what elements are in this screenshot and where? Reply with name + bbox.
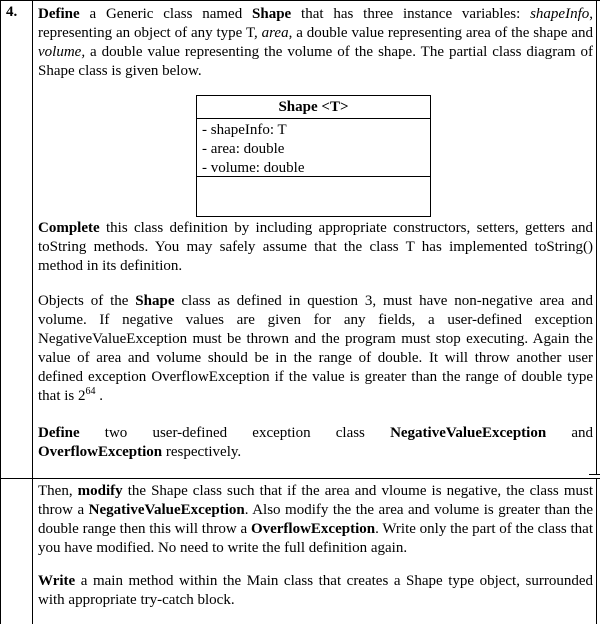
intro-text-2: that has three instance variables: xyxy=(291,6,531,22)
table-row-divider xyxy=(0,478,600,479)
table-right-border-lower xyxy=(596,478,597,624)
attribute-area: - area: double xyxy=(202,141,285,157)
negative-value-exception-term: NegativeValueException xyxy=(390,425,547,441)
overflow-exception-term: OverflowException xyxy=(38,444,163,460)
define-two-text-2: and xyxy=(546,425,593,441)
objects-text-3: . xyxy=(95,388,103,404)
table-column-divider xyxy=(32,0,33,624)
intro-paragraph xyxy=(38,5,593,81)
modify-text-4: . Write only the part of the class that you have modified. No need to write the full definition again. xyxy=(38,521,594,556)
exponent: 64 xyxy=(85,386,96,397)
complete-paragraph xyxy=(38,219,593,276)
define-keyword: Define xyxy=(38,6,80,22)
intro-text-1: a Generic class named xyxy=(79,6,253,22)
intro-text-5: a double value representing the volume of the shape. The partial class diagram of Shape class is given below. xyxy=(38,44,593,79)
modify-paragraph xyxy=(38,482,593,558)
attribute-shapeinfo: - shapeInfo: T xyxy=(202,122,287,138)
negative-value-exception-term-2: NegativeValueException xyxy=(88,502,245,518)
intro-text-4: , a double value representing area of the shape and xyxy=(288,25,593,41)
objects-text-2: class as defined in question 3, must have non-negative area and volume. If negative values are given for any fields, a user-defined exception NegativeValueException must be thrown and the program must stop executing. Again the value of area and volume should be in the range of double. It will throw another user defined exception OverflowException if the value is greater than the range of double type that is 2 xyxy=(38,293,594,404)
complete-text: this class definition by including appropriate constructors, setters, getters and toString methods. You may safely assume that the class T has implemented toString() method in its definition. xyxy=(38,220,593,274)
modify-keyword: modify xyxy=(77,483,123,499)
table-row-divider-right xyxy=(589,474,600,475)
question-number: 4. xyxy=(6,4,18,20)
modify-text-3: . Also modify the the area and volume is greater than the double range then this will throw a xyxy=(38,502,593,537)
write-keyword: Write xyxy=(38,573,76,589)
table-right-border xyxy=(596,0,597,474)
intro-text-3: , representing an object of any type T, xyxy=(38,6,593,41)
objects-text-1: Objects of the xyxy=(38,293,136,309)
define-two-text-1: two user-defined exception class xyxy=(79,425,391,441)
write-paragraph xyxy=(38,572,593,610)
class-diagram xyxy=(196,95,431,217)
class-diagram-attributes xyxy=(197,119,430,177)
write-text: a main method within the Main class that creates a Shape type object, surrounded with appropriate try-catch block. xyxy=(38,573,593,608)
shapeinfo-term: shapeInfo xyxy=(530,6,590,22)
overflow-exception-term-2: OverflowException xyxy=(250,521,376,537)
table-top-border xyxy=(0,0,600,1)
objects-paragraph xyxy=(38,292,593,406)
shape-keyword-2: Shape xyxy=(135,293,175,309)
modify-text-1: Then, xyxy=(38,483,78,499)
volume-term: volume, xyxy=(38,44,86,60)
table-left-border xyxy=(0,0,1,624)
shape-keyword: Shape xyxy=(252,6,292,22)
complete-keyword: Complete xyxy=(38,220,100,236)
define-exceptions-line xyxy=(38,424,593,443)
modify-text-2: the Shape class such that if the area and vloume is negative, the class must throw a xyxy=(38,483,594,518)
class-diagram-title: Shape <T> xyxy=(197,96,430,119)
attribute-volume: - volume: double xyxy=(202,160,305,176)
define-exceptions-paragraph xyxy=(38,424,593,462)
area-term: area xyxy=(261,25,289,41)
define-two-text-3: respectively. xyxy=(162,444,242,460)
define-keyword-2: Define xyxy=(38,425,80,441)
